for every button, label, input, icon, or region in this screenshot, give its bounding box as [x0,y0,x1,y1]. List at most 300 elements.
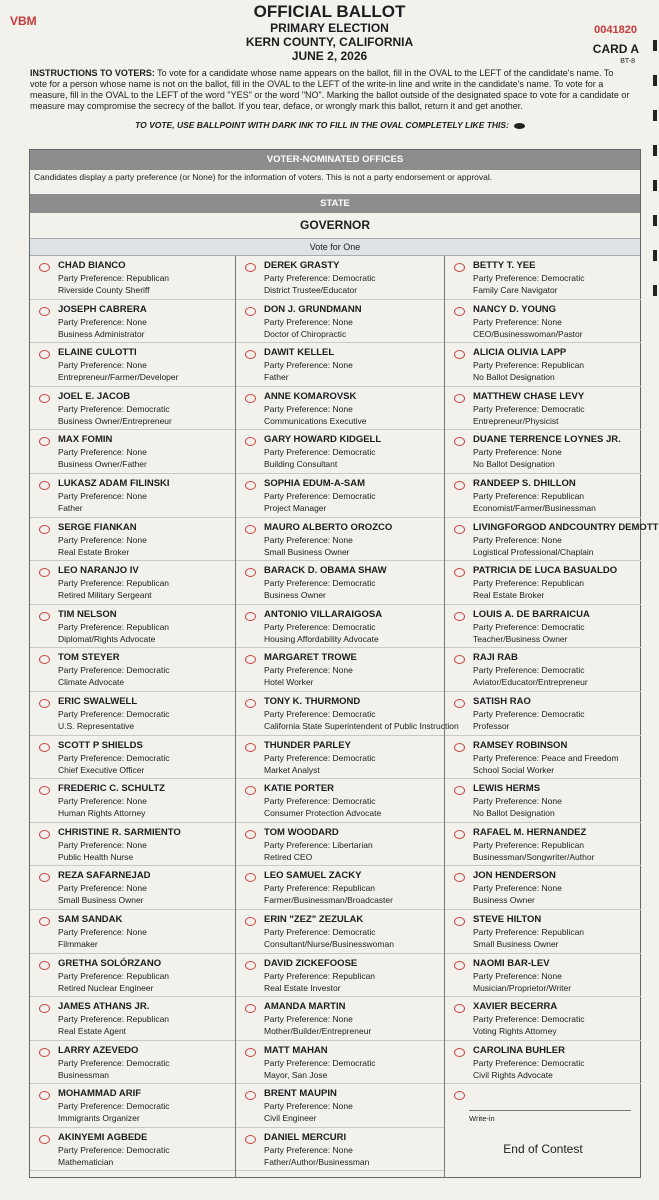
candidate-row[interactable] [445,605,641,649]
candidate-row[interactable] [445,997,641,1041]
candidate-name: MATT MAHAN [264,1044,328,1056]
timing-mark [653,40,657,51]
candidate-column-2 [236,256,459,1178]
ballot-title: OFFICIAL BALLOT [253,2,406,21]
vote-oval[interactable] [454,786,465,795]
party-preference: Party Preference: Democratic [473,621,585,632]
party-preference: Party Preference: Republican [473,360,585,371]
party-preference: Party Preference: None [58,534,147,545]
ballot-designation: District Trustee/Educator [264,285,358,295]
ballot-designation: U.S. Representative [58,720,135,731]
party-preference: Party Preference: None [58,360,147,371]
ballot-designation: Business Owner [473,895,535,906]
party-preference: Party Preference: Republican [473,926,585,937]
candidate-row[interactable] [30,954,235,998]
vote-oval[interactable] [454,307,465,316]
candidate-name: KATIE PORTER [264,783,335,795]
vote-oval[interactable] [39,612,50,621]
candidate-row[interactable] [236,387,444,431]
vote-oval[interactable] [39,917,50,926]
party-preference: Party Preference: None [264,534,353,545]
vote-oval[interactable] [39,263,50,272]
candidate-row[interactable] [236,997,444,1041]
candidate-row[interactable] [445,692,641,736]
vote-oval[interactable] [245,961,256,970]
vote-oval[interactable] [245,699,256,708]
candidate-name: TOM WOODARD [264,826,339,838]
ballot-designation: School Social Worker [473,764,555,775]
candidate-row[interactable] [30,387,235,431]
ballot-designation: Father [264,372,289,383]
candidate-row[interactable] [30,430,235,474]
candidate-name: RAJI RAB [473,652,518,664]
candidate-name: LARRY AZEVEDO [58,1044,139,1056]
party-preference: Party Preference: None [58,839,147,850]
party-preference: Party Preference: Libertarian [264,839,373,850]
vote-oval[interactable] [39,1004,50,1013]
contest-box [29,149,659,1178]
ballot-designation: Consumer Protection Advocate [264,808,382,819]
candidate-name: FREDERIC C. SCHULTZ [58,783,165,795]
candidate-name: MATTHEW CHASE LEVY [473,390,585,402]
candidate-row[interactable] [236,736,444,780]
vote-oval[interactable] [39,1048,50,1057]
candidate-name: GARY HOWARD KIDGELL [264,434,382,446]
candidate-name: DAWIT KELLEL [264,347,335,359]
candidate-row[interactable] [30,910,235,954]
candidate-name: LEO NARANJO IV [58,565,139,577]
election-date: JUNE 2, 2026 [291,49,368,63]
candidate-row[interactable] [236,910,444,954]
candidate-row[interactable] [445,300,641,344]
county-name: KERN COUNTY, CALIFORNIA [245,35,414,49]
party-preference: Party Preference: Democratic [473,403,585,414]
ballot-designation: Climate Advocate [58,677,125,688]
ballot-designation: No Ballot Designation [473,459,555,470]
party-preference: Party Preference: Democratic [264,926,376,937]
candidate-row[interactable] [30,605,235,649]
ballot-designation: Housing Affordability Advocate [264,633,379,644]
ballot-designation: California State Superintendent of Public Instruction [264,720,459,731]
candidate-row[interactable] [445,866,641,910]
candidate-row[interactable] [30,692,235,736]
candidate-row[interactable] [445,387,641,431]
party-preference: Party Preference: Democratic [264,752,376,763]
candidate-row[interactable] [445,256,641,300]
vote-oval[interactable] [454,568,465,577]
vote-oval[interactable] [245,1048,256,1057]
party-preference: Party Preference: Peace and Freedom [473,752,619,763]
vote-oval[interactable] [454,917,465,926]
vote-oval[interactable] [454,743,465,752]
vote-oval[interactable] [454,612,465,621]
candidate-name: CHAD BIANCO [58,260,126,271]
party-preference: Party Preference: None [264,403,353,414]
candidate-name: GRETHA SOLÓRZANO [58,957,162,969]
vote-oval[interactable] [245,263,256,272]
vote-oval[interactable] [39,1135,50,1144]
party-preference: Party Preference: None [264,1014,353,1025]
timing-marks [653,40,659,320]
vote-oval[interactable] [245,525,256,534]
candidate-name: ERIC SWALWELL [58,695,138,707]
candidate-row[interactable] [30,866,235,910]
candidate-name: CAROLINA BUHLER [473,1044,566,1056]
candidate-row[interactable] [236,779,444,823]
write-in-row[interactable] [445,1084,641,1128]
candidate-row[interactable] [236,648,444,692]
candidate-row[interactable] [445,1041,641,1085]
party-preference: Party Preference: None [58,490,147,501]
party-preference: Party Preference: None [264,1144,353,1155]
candidate-row[interactable] [236,561,444,605]
ballot-header [0,2,659,63]
candidate-row[interactable] [236,430,444,474]
party-preference: Party Preference: Democratic [264,578,376,589]
vote-oval[interactable] [39,394,50,403]
candidate-row[interactable] [236,866,444,910]
candidate-row[interactable] [236,692,459,736]
ballot-designation: Mayor, San Jose [264,1069,328,1080]
party-preference: Party Preference: Democratic [264,1057,376,1068]
candidate-name: MAX FOMIN [58,434,113,446]
candidate-row[interactable] [30,1084,235,1128]
party-preference: Party Preference: Democratic [264,273,376,283]
party-disclaimer: Candidates display a party preference (or None) for the information of voters. This is not a party endorsement or approval. [34,172,493,182]
candidate-name: LEO SAMUEL ZACKY [264,870,362,882]
candidate-row[interactable] [30,648,235,692]
candidate-row[interactable] [236,518,444,562]
ballot-designation: Entrepreneur/Physicist [473,415,559,426]
ballot-designation: Consultant/Nurse/Businesswoman [264,938,394,949]
party-preference: Party Preference: Democratic [264,490,376,501]
ballot-designation: Market Analyst [264,764,320,775]
section-header: VOTER-NOMINATED OFFICES [30,150,640,170]
vote-oval[interactable] [39,961,50,970]
election-name: PRIMARY ELECTION [270,21,389,35]
candidate-name: BARACK D. OBAMA SHAW [264,565,387,577]
candidate-row[interactable] [30,823,235,867]
ballot-designation: Chief Executive Officer [58,764,145,775]
vote-oval[interactable] [454,830,465,839]
candidate-row[interactable] [445,736,641,780]
candidate-name: ANNE KOMAROVSK [264,390,357,402]
ballot-designation: Logistical Professional/Chaplain [473,546,594,557]
vote-oval[interactable] [39,350,50,359]
timing-mark [653,180,657,191]
end-of-contest: End of Contest [503,1141,583,1156]
candidate-name: ANTONIO VILLARAIGOSA [264,608,383,620]
vote-oval[interactable] [245,655,256,664]
ballot-designation: Aviator/Educator/Entrepreneur [473,677,588,688]
ballot-type: BT-8 [620,58,635,65]
vote-oval[interactable] [454,437,465,446]
instructions [30,68,630,112]
ballot-designation: Building Consultant [264,459,338,470]
candidate-row[interactable] [30,256,235,300]
candidate-name: LOUIS A. DE BARRAICUA [473,608,590,620]
ballot-designation: Real Estate Investor [264,982,341,993]
candidate-row[interactable] [236,1128,444,1172]
vote-oval[interactable] [39,1091,50,1100]
candidate-name: LIVINGFORGOD ANDCOUNTRY DEMOTT [473,521,659,533]
state-header: STATE [30,194,640,213]
instructions-body: To vote for a candidate whose name appears on the ballot, fill in the OVAL to the LEFT of the candidate's name. To vote for a person whose name is not on the ballot, fill in the OVAL to the LEFT of the write-in line and write in the candidate's name. To vote for a measure, fill in the OVAL to the LEFT of the word "YES" or the word "NO". Marking the ballot outside of the designated space to vote for a candidate or measure may compromise the secrecy of the ballot. If you tear, deface, or wrongly mark this ballot, return it and get another. [30,68,630,111]
instructions-lead: INSTRUCTIONS TO VOTERS: [30,68,155,78]
party-preference: Party Preference: Democratic [58,708,170,719]
party-preference: Party Preference: Democratic [473,665,585,676]
ballot-designation: Small Business Owner [473,938,559,949]
write-in-oval[interactable] [454,1091,465,1100]
candidate-row[interactable] [236,954,444,998]
vote-oval[interactable] [454,263,465,272]
vote-oval[interactable] [454,1048,465,1057]
ballot-designation: Mathematician [58,1156,114,1167]
vote-oval[interactable] [245,917,256,926]
candidate-name: THUNDER PARLEY [264,739,351,751]
candidate-name: DEREK GRASTY [264,260,340,271]
vote-oval[interactable] [245,786,256,795]
vote-oval[interactable] [245,1091,256,1100]
party-preference: Party Preference: Democratic [264,796,376,807]
vote-oval[interactable] [454,481,465,490]
ballot-designation: Entrepreneur/Farmer/Developer [58,372,179,383]
party-preference: Party Preference: Democratic [473,1057,585,1068]
ballot-designation: No Ballot Designation [473,808,555,819]
write-in-line[interactable] [469,1110,631,1111]
timing-mark [653,285,657,296]
party-preference: Party Preference: Republican [264,883,376,894]
candidate-name: JOSEPH CABRERA [58,303,147,315]
vote-oval[interactable] [454,350,465,359]
candidate-row[interactable] [445,430,641,474]
candidate-row[interactable] [30,1128,235,1172]
party-preference: Party Preference: None [473,534,562,545]
candidate-row[interactable] [236,1084,444,1128]
vote-oval[interactable] [39,437,50,446]
candidate-row[interactable] [236,605,444,649]
office-title: GOVERNOR [299,218,370,232]
candidate-row[interactable] [445,779,641,823]
candidate-row[interactable] [445,954,641,998]
vote-oval[interactable] [454,1004,465,1013]
candidate-name: DAVID ZICKEFOOSE [264,957,358,969]
party-preference: Party Preference: Democratic [473,273,585,283]
ballot-designation: Real Estate Agent [58,1026,127,1037]
candidate-name: LEWIS HERMS [473,783,541,795]
party-preference: Party Preference: None [58,926,147,937]
vote-oval[interactable] [245,873,256,882]
candidate-row[interactable] [445,561,641,605]
vote-oval[interactable] [245,568,256,577]
vote-oval[interactable] [454,394,465,403]
party-preference: Party Preference: Democratic [58,1057,170,1068]
candidate-name: MAURO ALBERTO OROZCO [264,521,393,533]
vote-oval[interactable] [39,568,50,577]
party-preference: Party Preference: None [473,447,562,458]
ballot-designation: Business Owner/Father [58,459,147,470]
party-preference: Party Preference: None [473,796,562,807]
party-preference: Party Preference: Democratic [58,1101,170,1112]
vote-oval[interactable] [454,873,465,882]
ballot-designation: Public Health Nurse [58,851,134,862]
candidate-column-1 [30,256,236,1178]
vote-oval[interactable] [245,830,256,839]
vote-oval[interactable] [245,612,256,621]
ballot-designation: Project Manager [264,502,327,513]
vote-oval[interactable] [39,481,50,490]
party-preference: Party Preference: None [473,883,562,894]
party-preference: Party Preference: Democratic [58,403,170,414]
candidate-row[interactable] [236,256,444,300]
ballot-designation: Small Business Owner [58,895,144,906]
candidate-name: SCOTT P SHIELDS [58,739,143,751]
timing-mark [653,250,657,261]
candidate-row[interactable] [236,474,444,518]
fill-example-text: TO VOTE, USE BALLPOINT WITH DARK INK TO FILL IN THE OVAL COMPLETELY LIKE THIS: [135,120,509,130]
party-preference: Party Preference: Republican [58,970,170,981]
ballot-designation: Family Care Navigator [473,285,558,295]
ballot-designation: Retired Nuclear Engineer [58,982,154,993]
vote-oval[interactable] [39,873,50,882]
party-preference: Party Preference: Republican [58,578,170,589]
vote-oval[interactable] [245,350,256,359]
candidate-row[interactable] [445,343,641,387]
candidate-name: DANIEL MERCURI [264,1131,347,1143]
timing-mark [653,215,657,226]
candidate-name: MOHAMMAD ARIF [58,1088,142,1100]
candidate-row[interactable] [445,823,641,867]
vote-oval[interactable] [39,743,50,752]
ballot-designation: Communications Executive [264,415,367,426]
party-preference: Party Preference: None [473,316,562,327]
party-preference: Party Preference: Republican [264,970,376,981]
candidate-row[interactable] [30,736,235,780]
candidate-name: XAVIER BECERRA [473,1001,558,1013]
candidate-row[interactable] [445,910,641,954]
candidate-row[interactable] [30,997,235,1041]
candidate-name: TOM STEYER [58,652,120,664]
ballot-designation: Business Owner [264,590,326,601]
candidate-row[interactable] [30,300,235,344]
candidate-row[interactable] [236,1041,444,1085]
vote-oval[interactable] [39,699,50,708]
ballot-designation: Real Estate Broker [473,590,545,601]
party-preference: Party Preference: None [473,970,562,981]
candidate-name: AKINYEMI AGBEDE [58,1131,148,1143]
candidate-name: NANCY D. YOUNG [473,303,557,315]
vote-oval[interactable] [454,655,465,664]
candidate-row[interactable] [30,1041,235,1085]
vote-oval[interactable] [454,525,465,534]
party-preference: Party Preference: None [58,316,147,327]
vote-oval[interactable] [245,481,256,490]
candidate-name: NAOMI BAR-LEV [473,957,550,969]
candidate-row[interactable] [30,474,235,518]
vbm-label: VBM [10,14,37,28]
party-preference: Party Preference: Democratic [473,1014,585,1025]
vote-oval[interactable] [245,1135,256,1144]
candidate-name: DUANE TERRENCE LOYNES JR. [473,434,621,446]
vote-oval[interactable] [245,394,256,403]
ballot-designation: CEO/Businesswoman/Pastor [473,328,583,339]
candidate-name: SOPHIA EDUM-A-SAM [264,477,365,489]
party-preference: Party Preference: Democratic [473,708,585,719]
party-preference: Party Preference: Republican [58,273,170,283]
candidate-name: LUKASZ ADAM FILINSKI [58,477,170,489]
vote-oval[interactable] [245,743,256,752]
party-preference: Party Preference: Democratic [58,752,170,763]
ballot-designation: Retired Military Sergeant [58,590,152,601]
vote-oval[interactable] [39,786,50,795]
candidate-row[interactable] [30,779,235,823]
party-preference: Party Preference: Republican [473,578,585,589]
candidate-name: STEVE HILTON [473,913,542,925]
vote-oval[interactable] [39,830,50,839]
candidate-row[interactable] [236,300,444,344]
candidate-name: ERIN "ZEZ" ZEZULAK [264,913,364,925]
ballot-designation: Father/Author/Businessman [264,1156,370,1167]
party-preference: Party Preference: Democratic [58,665,170,676]
ballot-serial: 0041820 [594,24,637,36]
party-preference: Party Preference: None [264,665,353,676]
vote-oval[interactable] [454,699,465,708]
write-in-label: Write-in [469,1114,495,1124]
party-preference: Party Preference: Democratic [58,1144,170,1155]
candidate-row[interactable] [236,823,444,867]
ballot-designation: Businessman [58,1069,110,1080]
ballot-designation: Retired CEO [264,851,313,862]
fill-example [30,120,630,130]
candidate-row[interactable] [236,343,444,387]
vote-oval[interactable] [454,961,465,970]
candidate-row[interactable] [445,518,659,562]
vote-oval[interactable] [245,307,256,316]
candidate-name: JOEL E. JACOB [58,390,131,402]
vote-oval[interactable] [245,1004,256,1013]
candidate-row[interactable] [445,648,641,692]
vote-oval[interactable] [39,655,50,664]
party-preference: Party Preference: Republican [58,1014,170,1025]
candidate-row[interactable] [30,343,235,387]
vote-oval[interactable] [245,437,256,446]
ballot-designation: Riverside County Sheriff [58,285,150,295]
ballot-designation: Human Rights Attorney [58,808,146,819]
party-preference: Party Preference: Democratic [264,447,376,458]
candidate-row[interactable] [445,474,641,518]
candidate-row[interactable] [30,518,235,562]
ballot-designation: Mother/Builder/Entrepreneur [264,1026,372,1037]
ballot-designation: Musician/Proprietor/Writer [473,982,572,993]
ballot-designation: Teacher/Business Owner [473,633,568,644]
ballot-designation: Economist/Farmer/Businessman [473,502,596,513]
party-preference: Party Preference: Republican [473,839,585,850]
candidate-name: BRENT MAUPIN [264,1088,337,1100]
timing-mark [653,110,657,121]
filled-oval-icon [514,123,525,129]
ballot-designation: Business Owner/Entrepreneur [58,415,172,426]
vote-oval[interactable] [39,525,50,534]
party-preference: Party Preference: None [264,1101,353,1112]
party-preference: Party Preference: None [264,360,353,371]
candidate-name: TONY K. THURMOND [264,695,361,707]
vote-oval[interactable] [39,307,50,316]
candidate-row[interactable] [30,561,235,605]
ballot-designation: Professor [473,720,510,731]
card-label: CARD A [592,42,639,56]
candidate-name: RANDEEP S. DHILLON [473,477,576,489]
ballot-designation: Diplomat/Rights Advocate [58,633,156,644]
